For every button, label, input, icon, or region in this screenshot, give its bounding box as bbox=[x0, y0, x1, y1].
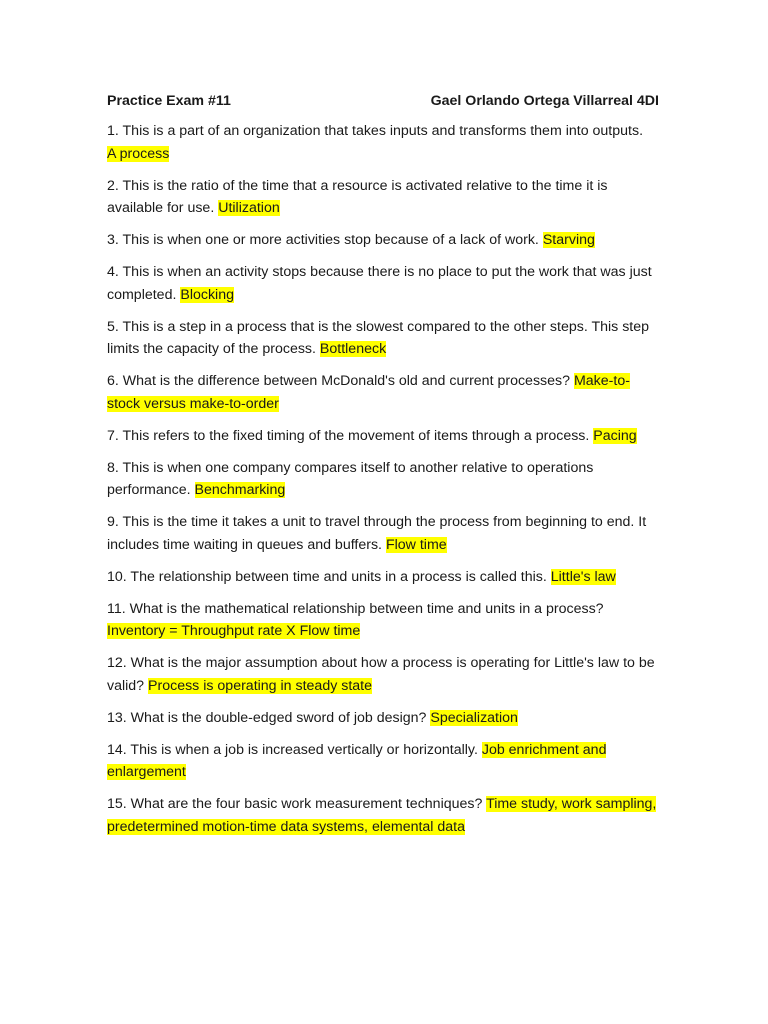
question-text: 9. This is the time it takes a unit to travel through the process from beginning to end. It includes time waiting in queues and buffers. bbox=[107, 514, 647, 553]
answer-highlight: Process is operating in steady state bbox=[148, 677, 372, 694]
question-text: 3. This is when one or more activities stop because of a lack of work. bbox=[107, 232, 539, 248]
answer-highlight: Time study, work sampling, predetermined motion-time data systems, elemental data bbox=[107, 796, 657, 835]
answer-highlight: Pacing bbox=[593, 427, 637, 444]
question-11 bbox=[107, 598, 663, 643]
question-text: 4. This is when an activity stops because there is no place to put the work that was just completed. bbox=[107, 264, 652, 303]
question-text: 7. This refers to the fixed timing of the movement of items through a process. bbox=[107, 427, 590, 444]
question-text: 14. This is when a job is increased vertically or horizontally. bbox=[107, 741, 478, 758]
question-7 bbox=[107, 425, 663, 448]
answer-highlight: Little's law bbox=[550, 568, 616, 585]
question-12 bbox=[107, 652, 663, 697]
question-13 bbox=[107, 707, 663, 730]
answer-highlight: Blocking bbox=[180, 286, 234, 303]
answer-highlight: Starving bbox=[542, 232, 595, 248]
question-9 bbox=[107, 511, 663, 556]
question-text: 10. The relationship between time and units in a process is called this. bbox=[107, 568, 547, 585]
question-6 bbox=[107, 370, 663, 415]
answer-highlight: Bottleneck bbox=[319, 341, 387, 357]
answer-highlight: Job enrichment and enlargement bbox=[107, 741, 607, 780]
document-page bbox=[107, 92, 663, 848]
question-4 bbox=[107, 261, 663, 306]
question-3 bbox=[107, 229, 663, 252]
question-text: 12. What is the major assumption about how a process is operating for Little's law to be valid? bbox=[107, 655, 655, 694]
question-text: 2. This is the ratio of the time that a resource is activated relative to the time it is available for use. bbox=[107, 177, 608, 216]
question-10 bbox=[107, 566, 663, 589]
answer-highlight: Specialization bbox=[430, 709, 518, 726]
document-title: Practice Exam #11 bbox=[107, 93, 231, 109]
answer-highlight: Utilization bbox=[218, 200, 280, 216]
question-text: 15. What are the four basic work measurement techniques? bbox=[107, 796, 483, 812]
answer-highlight: Make-to-stock versus make-to-order bbox=[107, 373, 630, 412]
document-header bbox=[107, 92, 663, 110]
answer-highlight: Benchmarking bbox=[194, 482, 286, 498]
answer-highlight: A process bbox=[107, 145, 170, 162]
question-text: 6. What is the difference between McDonald's old and current processes? bbox=[107, 373, 571, 389]
question-text: 8. This is when one company compares itself to another relative to operations performance. bbox=[107, 459, 594, 498]
question-text: 1. This is a part of an organization that takes inputs and transforms them into outputs. bbox=[107, 123, 644, 139]
question-14 bbox=[107, 739, 663, 784]
author-name: Gael Orlando Ortega Villarreal 4DI bbox=[430, 93, 659, 109]
question-2 bbox=[107, 175, 663, 220]
answer-highlight: Flow time bbox=[385, 536, 447, 553]
answer-highlight: Inventory = Throughput rate X Flow time bbox=[107, 623, 361, 639]
question-5 bbox=[107, 316, 663, 361]
question-8 bbox=[107, 457, 663, 502]
question-15 bbox=[107, 793, 663, 838]
question-text: 13. What is the double-edged sword of job design? bbox=[107, 709, 427, 726]
question-text: 5. This is a step in a process that is the slowest compared to the other steps. This step limits the capacity of the process. bbox=[107, 318, 650, 357]
question-1 bbox=[107, 120, 663, 165]
question-text: 11. What is the mathematical relationship between time and units in a process? bbox=[107, 600, 604, 617]
